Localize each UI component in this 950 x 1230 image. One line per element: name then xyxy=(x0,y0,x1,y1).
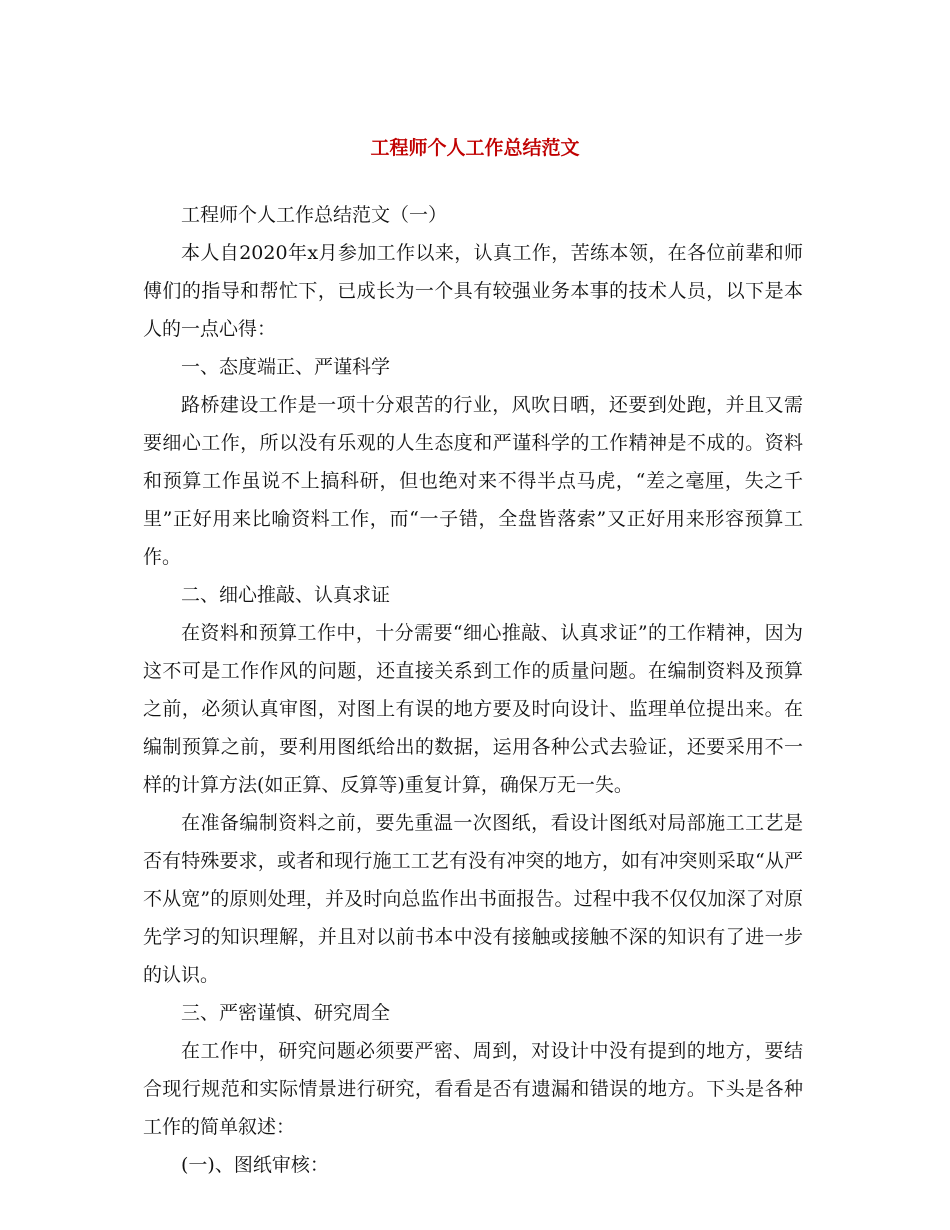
section-heading-1: 一、态度端正、严谨科学 xyxy=(181,356,391,378)
document-title: 工程师个人工作总结范文 xyxy=(370,137,580,159)
paragraph-section-2a: 在资料和预算工作中，十分需要“细心推敲、认真求证”的工作精神，因为这不可是工作作风的问题，还直接关系到工作的质量问题。在编制资料及预算之前，必须认真审图，对图上有误的地方要及时向设计、监理单位提出来。在编制预算之前，要利用图纸给出的数据，运用各种公式去验证，还要采用不一样的计算方法(如正算、反算等)重复计算，确保万无一失。 xyxy=(143,622,803,796)
paragraph-intro: 本人自2020年x月参加工作以来，认真工作，苦练本领，在各位前辈和师傅们的指导和帮忙下，已成长为一个具有较强业务本事的技术人员，以下是本人的一点心得： xyxy=(143,242,803,340)
subsection-heading-1: (一)、图纸审核： xyxy=(181,1154,329,1176)
paragraph-section-2b: 在准备编制资料之前，要先重温一次图纸，看设计图纸对局部施工工艺是否有特殊要求，或者和现行施工工艺有没有冲突的地方，如有冲突则采取“从严不从宽”的原则处理，并及时向总监作出书面报告。过程中我不仅仅加深了对原先学习的知识理解，并且对以前书本中没有接触或接触不深的知识有了进一步的认识。 xyxy=(143,812,803,986)
document-body xyxy=(143,196,803,1184)
section-heading-3: 三、严密谨慎、研究周全 xyxy=(181,1002,391,1024)
paragraph-section-1: 路桥建设工作是一项十分艰苦的行业，风吹日晒，还要到处跑，并且又需要细心工作，所以没有乐观的人生态度和严谨科学的工作精神是不成的。资料和预算工作虽说不上搞科研，但也绝对来不得半点马虎，“差之毫厘，失之千里”正好用来比喻资料工作，而“一子错，全盘皆落索”又正好用来形容预算工作。 xyxy=(143,394,803,568)
section-heading-2: 二、细心推敲、认真求证 xyxy=(181,584,391,606)
paragraph-section-3: 在工作中，研究问题必须要严密、周到，对设计中没有提到的地方，要结合现行规范和实际情景进行研究，看看是否有遗漏和错误的地方。下头是各种工作的简单叙述： xyxy=(143,1040,803,1138)
paragraph-subtitle: 工程师个人工作总结范文（一） xyxy=(181,204,448,226)
